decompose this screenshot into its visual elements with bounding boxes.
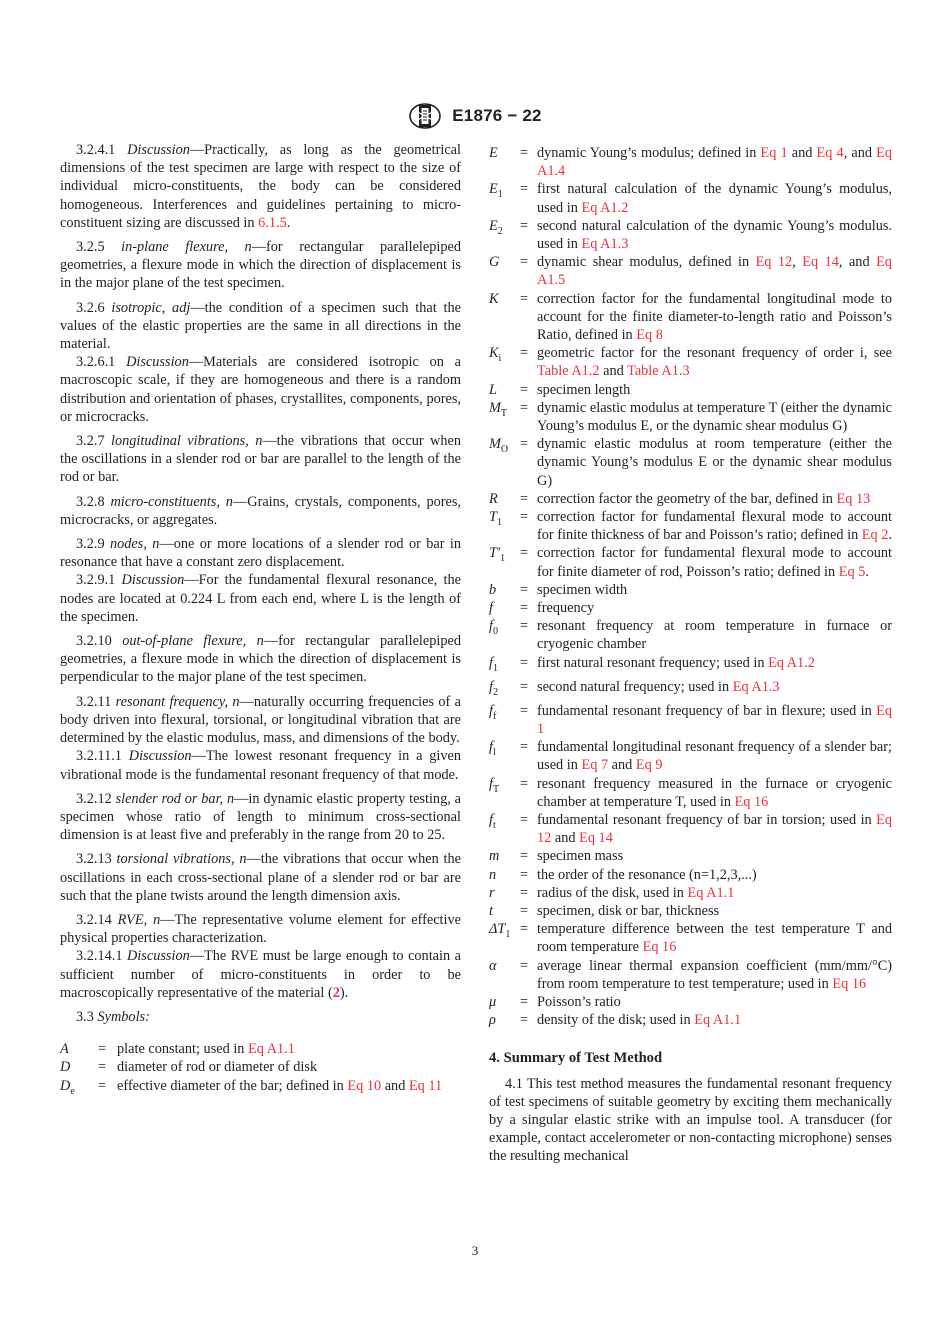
- para-number: 3.2.11.1: [76, 748, 122, 765]
- equals-sign: =: [519, 217, 529, 234]
- symbol: [489, 544, 519, 580]
- equation-link[interactable]: Eq A1.1: [694, 1012, 742, 1029]
- equals-sign: =: [98, 1077, 107, 1094]
- term: micro-constituents, n: [110, 493, 233, 510]
- term: Discussion: [121, 572, 185, 589]
- symbol-description: [529, 847, 892, 865]
- definition-paragraph: [60, 790, 461, 845]
- equals-sign: =: [519, 702, 529, 719]
- definition-paragraph: [60, 850, 461, 905]
- symbol-subscript: 2: [497, 225, 503, 237]
- symbol-subscript: i: [498, 353, 502, 365]
- symbol-description: [529, 678, 892, 702]
- equals-sign: =: [519, 381, 529, 398]
- symbol-subscript: l: [492, 747, 496, 759]
- symbol-description: [529, 866, 892, 884]
- symbol-letter: M: [489, 436, 501, 453]
- equals-sign: =: [519, 436, 529, 453]
- term: Discussion: [127, 142, 190, 158]
- definition-text: —the vibrations that occur when the oscillations in each cross-sectional plane of a slender rod or bar are such that the plane twists around the length dimension axis.: [60, 851, 462, 904]
- symbol-letter: A: [60, 1041, 69, 1058]
- para-number: 3.2.4.1: [76, 142, 116, 158]
- equation-link[interactable]: Eq 1: [537, 702, 892, 738]
- symbol: [489, 702, 519, 738]
- equation-link[interactable]: Eq 11: [408, 1077, 443, 1094]
- symbol-letter: M: [489, 399, 501, 416]
- equation-link[interactable]: Eq 7: [581, 757, 609, 774]
- symbol-letter: ρ: [489, 1012, 496, 1029]
- symbol: [489, 811, 519, 847]
- equals-sign: =: [519, 490, 529, 507]
- symbol-letter: E: [489, 217, 498, 234]
- symbol-list: [489, 144, 892, 1029]
- term: longitudinal vibrations, n: [110, 433, 263, 450]
- definition-text: —Grains, crystals, components, pores, microcracks, or aggregates.: [60, 493, 461, 528]
- symbol-description: [529, 490, 892, 508]
- symbol-description: [529, 738, 892, 774]
- definition-paragraph: [60, 571, 461, 626]
- equation-link[interactable]: Eq 12: [537, 812, 892, 847]
- page-number: 3: [471, 1243, 479, 1258]
- symbol-letter: f: [489, 812, 493, 829]
- equals-sign: =: [519, 618, 529, 635]
- symbol: [489, 957, 519, 993]
- description-tail: .: [888, 527, 892, 544]
- description-text: first natural resonant frequency; used in: [537, 654, 769, 671]
- description-text: fundamental resonant frequency of bar in torsion; used in: [537, 812, 877, 829]
- equals-sign: =: [519, 848, 529, 865]
- symbol: [489, 678, 519, 702]
- symbol: [489, 399, 519, 435]
- equation-link[interactable]: Eq 13: [836, 490, 871, 507]
- para-number: 3.2.9.1: [76, 572, 116, 589]
- description-text: second natural frequency; used in: [537, 678, 733, 695]
- symbol: [489, 435, 519, 490]
- definition-paragraph: [60, 238, 461, 293]
- equals-sign: =: [519, 581, 529, 598]
- symbol: [489, 344, 519, 380]
- symbol-description: [110, 1040, 461, 1058]
- symbol: [489, 180, 519, 216]
- symbol-letter: f: [489, 654, 493, 671]
- equals-sign: =: [519, 775, 529, 792]
- description-text: temperature difference between the test temperature T and room temperature: [537, 921, 892, 956]
- equals-sign: =: [519, 921, 529, 938]
- equals-sign: =: [519, 1012, 529, 1029]
- equation-link[interactable]: Eq A1.3: [581, 236, 629, 253]
- symbol-letter: f: [489, 600, 493, 617]
- symbol: [60, 1077, 98, 1101]
- term: in-plane flexure, n: [121, 239, 252, 256]
- symbol-description: [529, 775, 892, 811]
- equals-sign: =: [519, 866, 529, 883]
- equals-sign: =: [98, 1041, 107, 1058]
- definition-text: —The representative volume element for effective physical properties characterization.: [60, 911, 461, 947]
- definition-paragraph: [60, 947, 461, 1002]
- symbol: [489, 508, 519, 544]
- symbol-subscript: 2: [492, 686, 498, 698]
- description-text: dynamic Young’s modulus; defined in: [537, 145, 761, 161]
- symbol-description: [529, 884, 892, 902]
- equation-link[interactable]: Eq 14: [579, 830, 613, 847]
- equation-link[interactable]: Eq A1.5: [537, 254, 892, 289]
- equation-link[interactable]: Eq 16: [734, 793, 769, 810]
- symbol: [489, 884, 519, 902]
- equals-sign: =: [519, 254, 529, 271]
- symbol-letter: f: [489, 618, 493, 635]
- description-text: effective diameter of the bar; defined in: [117, 1077, 348, 1094]
- symbol-description: [529, 435, 892, 490]
- para-number: 3.2.14: [76, 911, 112, 928]
- equals-sign: =: [519, 903, 529, 920]
- standard-code: E1876 − 22: [452, 106, 542, 125]
- definition-text: —The lowest resonant frequency in a given vibrational mode is the fundamental resonant frequency of that mode.: [60, 748, 461, 783]
- symbol-description: [529, 544, 892, 580]
- symbol: [489, 1011, 519, 1029]
- symbol-description: [529, 654, 892, 678]
- definition-paragraph: [60, 141, 461, 232]
- description-text: dynamic elastic modulus at temperature T (either the dynamic Young’s modulus E, or the dynamic shear modulus G): [537, 399, 892, 435]
- symbol-description: [529, 180, 892, 216]
- symbol-subscript: t: [492, 819, 496, 831]
- equals-sign: =: [519, 957, 529, 974]
- definition-text: —the vibrations that occur when the oscillations in a slender rod or bar are parallel to the length of the rod or bar.: [60, 433, 461, 486]
- symbol-letter: m: [489, 848, 500, 865]
- symbol-letter: f: [489, 702, 493, 719]
- description-text: correction factor for the fundamental longitudinal mode to account for the finite diameter-to-length ratio and Poisson’s Ratio, defined in: [537, 290, 892, 344]
- description-text: correction factor for fundamental flexural mode to account for finite thickness of bar and Poisson’s ratio; defined in: [537, 509, 892, 544]
- definition-text: —for rectangular parallelepiped geometries, a flexure mode in which the direction of displacement is in the major plane of the test specimen.: [60, 239, 462, 292]
- definition-paragraph: [60, 632, 461, 687]
- para-number: 3.2.9: [76, 536, 105, 553]
- para-number: 4.1: [505, 1075, 523, 1092]
- symbol-description: [529, 617, 892, 653]
- equals-sign: =: [519, 290, 529, 307]
- symbol: [489, 144, 519, 180]
- symbol: [60, 1058, 98, 1076]
- symbol-letter: f: [489, 775, 493, 792]
- description-text: second natural calculation of the dynamic Young’s modulus. used in: [537, 217, 892, 253]
- description-text: correction factor the geometry of the bar, defined in: [537, 490, 837, 507]
- symbol: [489, 902, 519, 920]
- symbol: [489, 920, 519, 956]
- symbol-description: [529, 702, 892, 738]
- equals-sign: =: [519, 145, 529, 161]
- term: torsional vibrations, n: [116, 851, 247, 868]
- para-number: 3.2.12: [76, 790, 112, 807]
- definition-paragraph: [60, 353, 461, 426]
- symbol-subscript: 1: [496, 516, 502, 528]
- symbol-subscript: 1: [492, 662, 498, 674]
- symbol: [489, 290, 519, 345]
- equals-sign: =: [519, 399, 529, 416]
- symbol: [489, 866, 519, 884]
- symbol-subscript: O: [500, 444, 509, 456]
- equation-link[interactable]: Eq 16: [642, 939, 677, 956]
- symbol-description: [529, 902, 892, 920]
- section-heading: 4. Summary of Test Method: [489, 1050, 663, 1067]
- equation-link[interactable]: Eq A1.4: [537, 145, 893, 180]
- symbol-letter: K: [489, 345, 499, 362]
- para-number: 3.2.11: [76, 693, 112, 710]
- equals-sign: =: [519, 739, 529, 756]
- symbol-description: [529, 993, 892, 1011]
- symbol-letter: L: [489, 381, 497, 398]
- term: out-of-plane flexure, n: [122, 633, 264, 650]
- symbol: [489, 253, 519, 289]
- symbol: [489, 775, 519, 811]
- equals-sign: =: [519, 994, 529, 1011]
- symbol: [489, 490, 519, 508]
- term: isotropic, adj: [111, 299, 191, 316]
- symbol-description: [529, 381, 892, 399]
- symbol-description: [529, 290, 892, 345]
- definition-paragraph: [60, 535, 461, 571]
- description-text: diameter of rod or diameter of disk: [117, 1059, 318, 1076]
- equation-link[interactable]: Eq 4: [816, 145, 844, 161]
- equals-sign: =: [519, 345, 529, 362]
- equation-link[interactable]: Eq 12: [755, 254, 793, 271]
- symbol-subscript: 0: [492, 626, 498, 638]
- right-column: [489, 141, 892, 1166]
- description-text: plate constant; used in: [117, 1041, 249, 1058]
- symbol: [489, 599, 519, 617]
- symbol: [489, 993, 519, 1011]
- symbol-letter: T′: [489, 545, 501, 562]
- symbol-subscript: e: [70, 1085, 75, 1097]
- symbol-description: [529, 599, 892, 617]
- symbol: [489, 217, 519, 253]
- description-text: specimen width: [537, 581, 628, 598]
- symbol-description: [529, 399, 892, 435]
- symbol-subscript: 1: [505, 929, 511, 941]
- symbol-description: [529, 144, 892, 180]
- description-text: radius of the disk, used in: [537, 884, 688, 901]
- joiner: , and: [838, 254, 877, 271]
- symbol-letter: n: [489, 866, 497, 883]
- symbol-letter: f: [489, 678, 493, 695]
- para-number: 3.2.5: [76, 239, 105, 256]
- symbol-description: [529, 508, 892, 544]
- equation-link[interactable]: Eq 16: [832, 975, 867, 992]
- joiner: , and: [843, 145, 877, 161]
- definition-paragraph: [60, 493, 461, 529]
- equation-link[interactable]: Eq 8: [636, 327, 663, 344]
- symbol-description: [529, 217, 892, 253]
- symbol-subscript: f: [492, 710, 497, 722]
- description-text: specimen mass: [537, 848, 624, 865]
- symbol-description: [529, 957, 892, 993]
- symbol: [489, 581, 519, 599]
- symbol-letter: t: [489, 903, 493, 920]
- definition-paragraph: [60, 432, 461, 487]
- definition-text: —naturally occurring frequencies of a body driven into flexural, torsional, or longitudinal vibration that are determined by the elastic modulus, mass, and dimensions of the body.: [60, 693, 461, 747]
- equals-sign: =: [519, 545, 529, 562]
- symbol-description: [529, 344, 892, 380]
- joiner: and: [608, 757, 636, 774]
- symbol-description: [110, 1058, 461, 1076]
- symbol-description: [110, 1077, 461, 1101]
- symbol-subscript: 1: [500, 553, 506, 565]
- equals-sign: =: [98, 1059, 107, 1076]
- description-text: dynamic shear modulus, defined in: [537, 254, 756, 271]
- equation-link[interactable]: Eq A1.1: [248, 1041, 295, 1058]
- equation-link[interactable]: Eq 5: [838, 563, 866, 580]
- para-number: 3.2.6: [76, 299, 105, 316]
- equals-sign: =: [519, 884, 529, 901]
- definition-text: —The RVE must be large enough to contain a sufficient number of micro-constituents in order to be macroscopically representative of the material (: [60, 948, 461, 1001]
- term: resonant frequency, n: [115, 693, 240, 710]
- description-text: density of the disk; used in: [537, 1012, 695, 1029]
- symbol-description: [529, 253, 892, 289]
- symbol-letter: E: [489, 145, 498, 161]
- description-text: resonant frequency at room temperature in furnace or cryogenic chamber: [537, 618, 892, 653]
- equation-link[interactable]: Eq 2: [861, 527, 889, 544]
- definition-text: —Practically, as long as the geometrical dimensions of the test specimen are large with respect to the size of individual micro-constituents, the body can be considered homogeneous. Interferences and guidelines pertaining to micro-constituent sizing are discussed in: [60, 142, 461, 231]
- description-text: specimen length: [537, 381, 631, 398]
- equation-link[interactable]: Table A1.3: [627, 363, 690, 380]
- symbol: [489, 847, 519, 865]
- symbol: [489, 617, 519, 653]
- left-column: [60, 141, 461, 1101]
- equation-link[interactable]: Eq A1.2: [581, 199, 629, 216]
- symbol-letter: T: [489, 509, 497, 526]
- description-text: dynamic elastic modulus at room temperature (either the dynamic Young’s modulus E or the dynamic shear modulus G): [537, 436, 892, 489]
- description-text: specimen, disk or bar, thickness: [537, 903, 720, 920]
- definition-text: —the condition of a specimen such that the values of the elastic properties are the same in all directions in the material.: [60, 299, 461, 353]
- description-tail: .: [865, 563, 869, 580]
- symbol-letter: D: [60, 1059, 71, 1076]
- equation-link[interactable]: Eq 9: [635, 757, 663, 774]
- joiner: and: [381, 1077, 409, 1094]
- summary-paragraph: [489, 1075, 892, 1166]
- para-number: 3.2.14.1: [76, 948, 123, 965]
- description-text: correction factor for fundamental flexural mode to account for finite diameter of rod, Poisson’s ratio; defined in: [537, 545, 892, 580]
- symbol: [489, 381, 519, 399]
- equation-link[interactable]: Table A1.2: [537, 363, 600, 380]
- definition-paragraph: [60, 911, 461, 947]
- symbol: [60, 1040, 98, 1058]
- equals-sign: =: [519, 509, 529, 526]
- equation-link[interactable]: Eq 14: [802, 254, 839, 271]
- equation-link[interactable]: Eq A1.1: [687, 884, 735, 901]
- cross-reference-link[interactable]: 6.1.5: [258, 214, 287, 231]
- symbol-letter: μ: [489, 994, 497, 1011]
- definition-tail: .: [286, 214, 291, 231]
- joiner: and: [551, 830, 580, 847]
- description-text: first natural calculation of the dynamic Young’s modulus, used in: [537, 181, 892, 216]
- symbol: [489, 654, 519, 678]
- symbol-letter: K: [489, 290, 499, 307]
- definition-paragraph: [60, 299, 461, 354]
- symbol-letter: ΔT: [489, 921, 506, 938]
- equation-link[interactable]: Eq A1.2: [768, 654, 815, 671]
- symbol-letter: R: [489, 490, 498, 507]
- symbol-letter: α: [489, 957, 497, 974]
- description-text: the order of the resonance (n=1,2,3,...): [537, 866, 757, 883]
- term: RVE, n: [117, 911, 161, 928]
- description-text: resonant frequency measured in the furnace or cryogenic chamber at temperature T, used in: [537, 775, 892, 810]
- summary-text: This test method measures the fundamental resonant frequency of test specimens of suitable geometry by exciting them mechanically by a singular elastic strike with an impulse tool. A transducer (for example, contact accelerometer or non-contacting microphone) senses the resulting mechanical: [489, 1075, 892, 1165]
- equals-sign: =: [519, 600, 529, 617]
- term: nodes, n: [109, 536, 160, 553]
- astm-logo-icon: [408, 102, 442, 130]
- para-number: 3.2.8: [76, 493, 105, 510]
- definition-text: —Materials are considered isotropic on a macroscopic scale, if they are homogeneous and there is a random distribution and orientation of phases, crystallites, components, pores, or microcracks.: [60, 354, 461, 425]
- description-text: frequency: [537, 600, 595, 617]
- symbol-subscript: T: [492, 783, 500, 795]
- symbol-letter: r: [489, 884, 495, 901]
- description-text: average linear thermal expansion coefficient (mm/mm/°C) from room temperature to test temperature; used in: [537, 957, 892, 992]
- definition-tail: ).: [339, 984, 349, 1001]
- description-text: Poisson’s ratio: [537, 994, 621, 1011]
- term: Discussion: [126, 354, 189, 371]
- cross-reference-link[interactable]: 2: [332, 984, 340, 1001]
- symbol-description: [529, 581, 892, 599]
- definition-text: —in dynamic elastic property testing, a specimen whose ratio of length to minimum cross-sectional dimension is at least five and preferably in the range from 20 to 25.: [60, 790, 461, 844]
- symbol-letter: b: [489, 581, 497, 598]
- equals-sign: =: [519, 654, 529, 671]
- equation-link[interactable]: Eq A1.3: [732, 678, 780, 695]
- symbol: [489, 738, 519, 774]
- page-header: [0, 102, 950, 130]
- equals-sign: =: [519, 678, 529, 695]
- definition-text: —For the fundamental flexural resonance, the nodes are located at 0.224 L from each end, where L is the length of the specimen.: [60, 572, 461, 625]
- equals-sign: =: [519, 812, 529, 829]
- description-text: fundamental resonant frequency of bar in flexure; used in: [537, 702, 877, 719]
- term: slender rod or bar, n: [115, 790, 235, 807]
- description-text: geometric factor for the resonant frequency of order i, see: [537, 345, 892, 362]
- symbol-description: [529, 1011, 892, 1029]
- para-number: 3.2.6.1: [76, 354, 116, 371]
- para-number: 3.2.7: [76, 433, 105, 450]
- symbol-letter: D: [60, 1077, 71, 1094]
- symbol-letter: f: [489, 739, 493, 756]
- joiner: and: [787, 145, 817, 161]
- symbols-heading: [60, 1008, 461, 1026]
- symbol-subscript: 1: [497, 189, 503, 201]
- joiner: ,: [792, 254, 803, 271]
- para-number: 3.2.10: [76, 633, 112, 650]
- symbol-description: [529, 920, 892, 956]
- symbol-letter: E: [489, 181, 498, 198]
- joiner: and: [599, 363, 628, 380]
- para-number: 3.2.13: [76, 851, 112, 868]
- symbol-subscript: T: [500, 407, 508, 419]
- definition-paragraph: [60, 747, 461, 783]
- symbols-title: Symbols:: [97, 1008, 150, 1025]
- symbol-letter: G: [489, 254, 500, 271]
- symbol-list: [60, 1040, 461, 1100]
- equation-link[interactable]: Eq 10: [347, 1077, 382, 1094]
- definition-text: —for rectangular parallelepiped geometries, a flexure mode in which the direction of displacement is perpendicular to the major plane of the test specimen.: [60, 633, 462, 686]
- symbol-description: [529, 811, 892, 847]
- equals-sign: =: [519, 181, 529, 198]
- definition-paragraph: [60, 693, 461, 748]
- definition-text: —one or more locations of a slender rod or bar in resonance that have a constant zero displacement.: [60, 536, 462, 571]
- term: Discussion: [126, 948, 190, 965]
- description-text: fundamental longitudinal resonant frequency of a slender bar; used in: [537, 739, 892, 774]
- term: Discussion: [128, 748, 192, 765]
- section-number: 3.3: [76, 1008, 94, 1025]
- equation-link[interactable]: Eq 1: [760, 145, 788, 161]
